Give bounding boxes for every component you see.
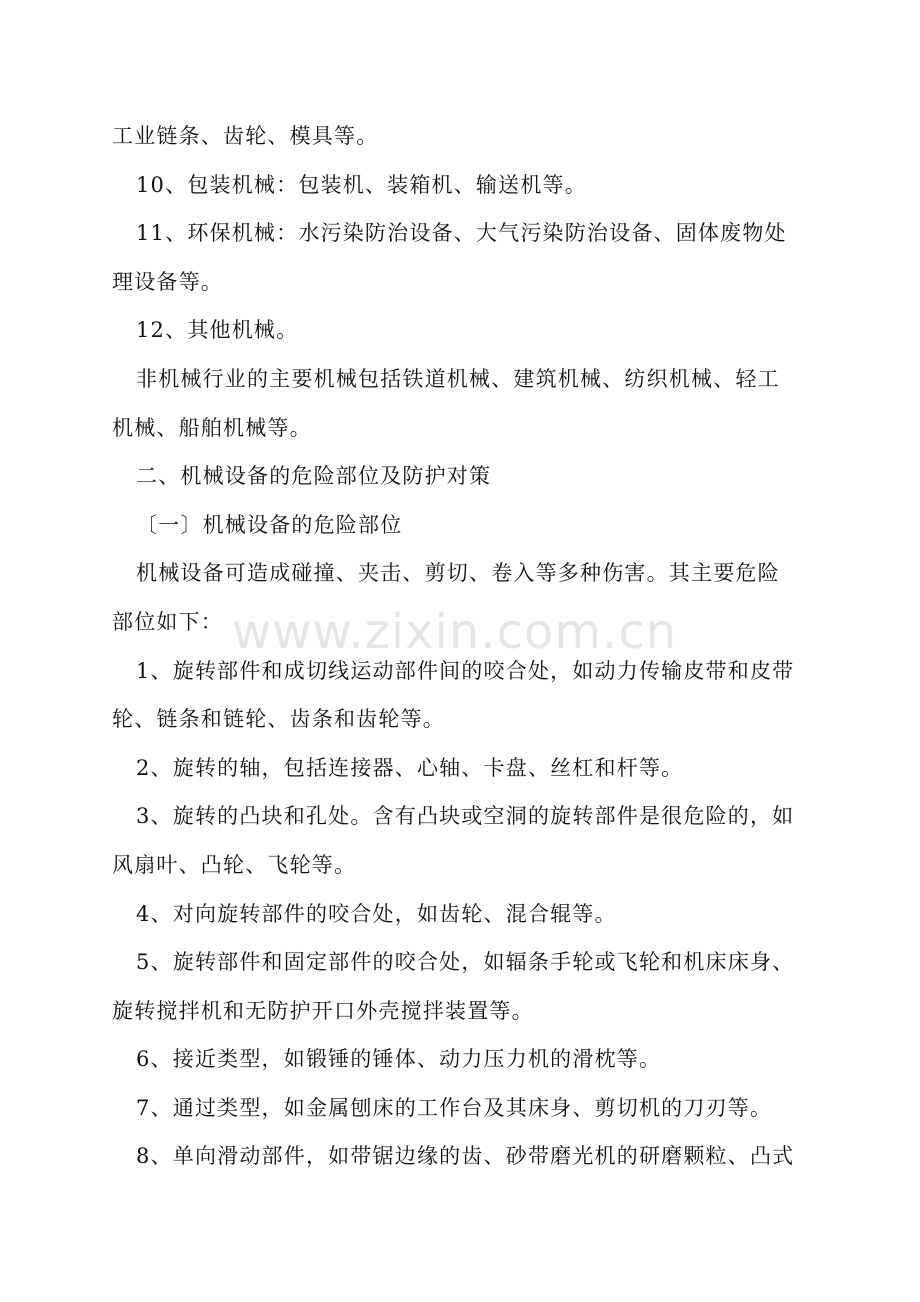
text-line: 部位如下： xyxy=(112,609,223,634)
watermark: www.zixin.com.cn xyxy=(232,604,678,660)
text-line: 2、旋转的轴，包括连接器、心轴、卡盘、丝杠和杆等。 xyxy=(136,755,684,780)
text-line: 1、旋转部件和成切线运动部件间的咬合处，如动力传输皮带和皮带 xyxy=(136,658,795,683)
text-line: 轮、链条和链轮、齿条和齿轮等。 xyxy=(112,707,445,732)
text-line: 风扇叶、凸轮、飞轮等。 xyxy=(112,852,357,877)
text-line: 机械设备可造成碰撞、夹击、剪切、卷入等多种伤害。其主要危险 xyxy=(136,561,780,586)
subsection-heading: 〔一〕机械设备的危险部位 xyxy=(136,512,403,537)
text-line: 工业链条、齿轮、模具等。 xyxy=(112,124,379,148)
section-heading: 二、机械设备的危险部位及防护对策 xyxy=(136,464,492,489)
text-line: 机械、船舶机械等。 xyxy=(112,415,312,440)
text-line: 12、其他机械。 xyxy=(136,318,299,343)
text-line: 非机械行业的主要机械包括铁道机械、建筑机械、纺织机械、轻工 xyxy=(136,366,780,391)
text-line: 10、包装机械：包装机、装箱机、输送机等。 xyxy=(136,172,587,197)
document-body xyxy=(112,112,820,1181)
text-line: 4、对向旋转部件的咬合处，如齿轮、混合辊等。 xyxy=(136,901,617,926)
text-line: 11、环保机械：水污染防治设备、大气污染防治设备、固体废物处 xyxy=(136,221,787,246)
text-line: 理设备等。 xyxy=(112,269,223,294)
text-line: 3、旋转的凸块和孔处。含有凸块或空洞的旋转部件是很危险的，如 xyxy=(136,804,795,829)
text-line: 6、接近类型，如锻锤的锤体、动力压力机的滑枕等。 xyxy=(136,1047,662,1072)
text-line: 8、单向滑动部件，如带锯边缘的齿、砂带磨光机的研磨颗粒、凸式 xyxy=(136,1144,795,1169)
text-line: 旋转搅拌机和无防护开口外壳搅拌装置等。 xyxy=(112,998,534,1023)
text-line: 5、旋转部件和固定部件的咬合处，如辐条手轮或飞轮和机床床身、 xyxy=(136,950,795,975)
text-line: 7、通过类型，如金属刨床的工作台及其床身、剪切机的刀刃等。 xyxy=(136,1095,773,1120)
